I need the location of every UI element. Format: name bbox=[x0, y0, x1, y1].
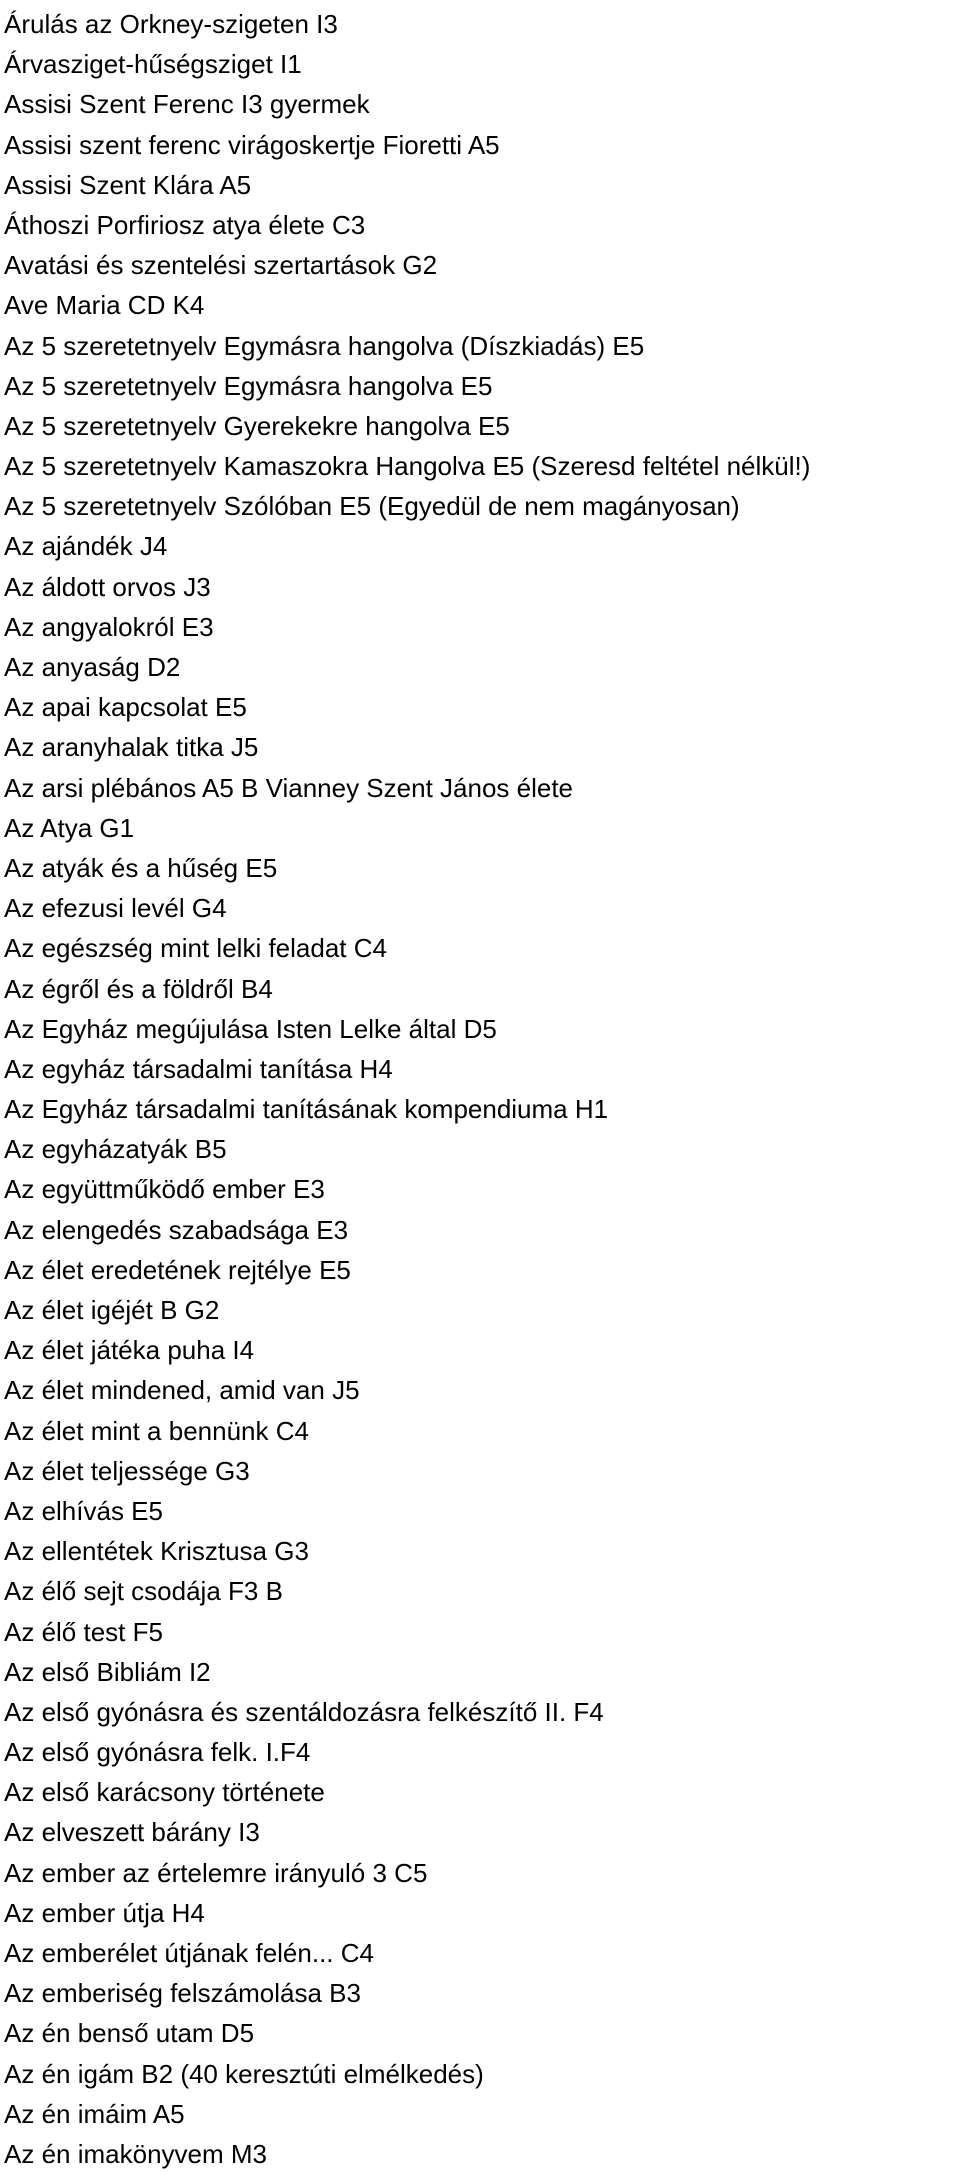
list-item: Az Atya G1 bbox=[4, 812, 135, 843]
list-item: Assisi szent ferenc virágoskertje Fioretti A5 bbox=[4, 129, 500, 160]
list-item: Az első gyónásra és szentáldozásra felkészítő II. F4 bbox=[4, 1696, 604, 1727]
list-item: Az angyalokról E3 bbox=[4, 611, 214, 642]
list-item: Az emberélet útjának felén... C4 bbox=[4, 1938, 374, 1968]
list-item: Az Egyház megújulása Isten Lelke által D5 bbox=[4, 1013, 497, 1044]
list-item: Az elveszett bárány I3 bbox=[4, 1817, 260, 1848]
list-item: Az anyaság D2 bbox=[4, 652, 181, 682]
list-item: Az Egyház társadalmi tanításának kompendiuma H1 bbox=[4, 1094, 609, 1125]
list-item: Az egyházatyák B5 bbox=[4, 1134, 227, 1165]
list-item: Az 5 szeretetnyelv Egymásra hangolva E5 bbox=[4, 370, 493, 401]
list-item: Az élő sejt csodája F3 B bbox=[4, 1576, 283, 1607]
list-item: Az 5 szeretetnyelv Szólóban E5 (Egyedül de nem magányosan) bbox=[4, 491, 740, 522]
list-item: Az aranyhalak titka J5 bbox=[4, 732, 259, 763]
list-item: Az arsi plébános A5 B Vianney Szent János élete bbox=[4, 772, 574, 803]
list-item: Az élet teljessége G3 bbox=[4, 1455, 250, 1486]
list-item: Az elhívás E5 bbox=[4, 1495, 163, 1526]
list-item: Az első Bibliám I2 bbox=[4, 1656, 211, 1687]
list-item: Az én imáim A5 bbox=[4, 2098, 185, 2129]
list-item: Árvasziget-hűségsziget I1 bbox=[4, 49, 302, 80]
list-item: Az én benső utam D5 bbox=[4, 2018, 255, 2049]
list-item: Az élet igéjét B G2 bbox=[4, 1295, 220, 1325]
list-item: Az első karácsony története bbox=[4, 1777, 325, 1808]
list-item: Az élet játéka puha I4 bbox=[4, 1335, 255, 1366]
list-item: Az ember az értelemre irányuló 3 C5 bbox=[4, 1857, 428, 1888]
list-item: Az efezusi levél G4 bbox=[4, 893, 227, 924]
list-item: Az emberiség felszámolása B3 bbox=[4, 1978, 361, 2009]
list-item: Árulás az Orkney-szigeten I3 bbox=[4, 9, 338, 39]
list-item: Assisi Szent Ferenc I3 gyermek bbox=[4, 89, 370, 120]
list-item: Az egészség mint lelki feladat C4 bbox=[4, 933, 387, 964]
list-item: Az 5 szeretetnyelv Egymásra hangolva (Díszkiadás) E5 bbox=[4, 330, 645, 361]
list-item: Az élet eredetének rejtélye E5 bbox=[4, 1254, 351, 1285]
list-item: Az én igám B2 (40 keresztúti elmélkedés) bbox=[4, 2058, 484, 2089]
list-item: Az atyák és a hűség E5 bbox=[4, 852, 278, 883]
list-item: Az égről és a földről B4 bbox=[4, 973, 273, 1004]
list-item: Az 5 szeretetnyelv Kamaszokra Hangolva E5 (Szeresd feltétel nélkül!) bbox=[4, 451, 811, 482]
list-item: Az ember útja H4 bbox=[4, 1897, 205, 1928]
list-item: Az élő test F5 bbox=[4, 1616, 163, 1647]
list-item: Az ajándék J4 bbox=[4, 531, 168, 562]
list-item: Az 5 szeretetnyelv Gyerekekre hangolva E5 bbox=[4, 410, 510, 441]
list-item: Az áldott orvos J3 bbox=[4, 571, 211, 602]
book-title-list bbox=[4, 4, 956, 2174]
list-item: Az elengedés szabadsága E3 bbox=[4, 1214, 349, 1245]
list-item: Az első gyónásra felk. I.F4 bbox=[4, 1737, 311, 1768]
list-item: Az élet mint a bennünk C4 bbox=[4, 1415, 309, 1446]
list-item: Assisi Szent Klára A5 bbox=[4, 169, 252, 200]
list-item: Az apai kapcsolat E5 bbox=[4, 692, 247, 723]
list-item: Az élet mindened, amid van J5 bbox=[4, 1375, 360, 1406]
list-item: Az én imakönyvem M3 bbox=[4, 2138, 267, 2169]
list-item: Az együttműködő ember E3 bbox=[4, 1174, 325, 1205]
list-item: Áthoszi Porfiriosz atya élete C3 bbox=[4, 209, 366, 240]
list-item: Az ellentétek Krisztusa G3 bbox=[4, 1536, 309, 1567]
list-item: Ave Maria CD K4 bbox=[4, 290, 205, 321]
list-item: Avatási és szentelési szertartások G2 bbox=[4, 250, 438, 281]
list-item: Az egyház társadalmi tanítása H4 bbox=[4, 1053, 393, 1084]
